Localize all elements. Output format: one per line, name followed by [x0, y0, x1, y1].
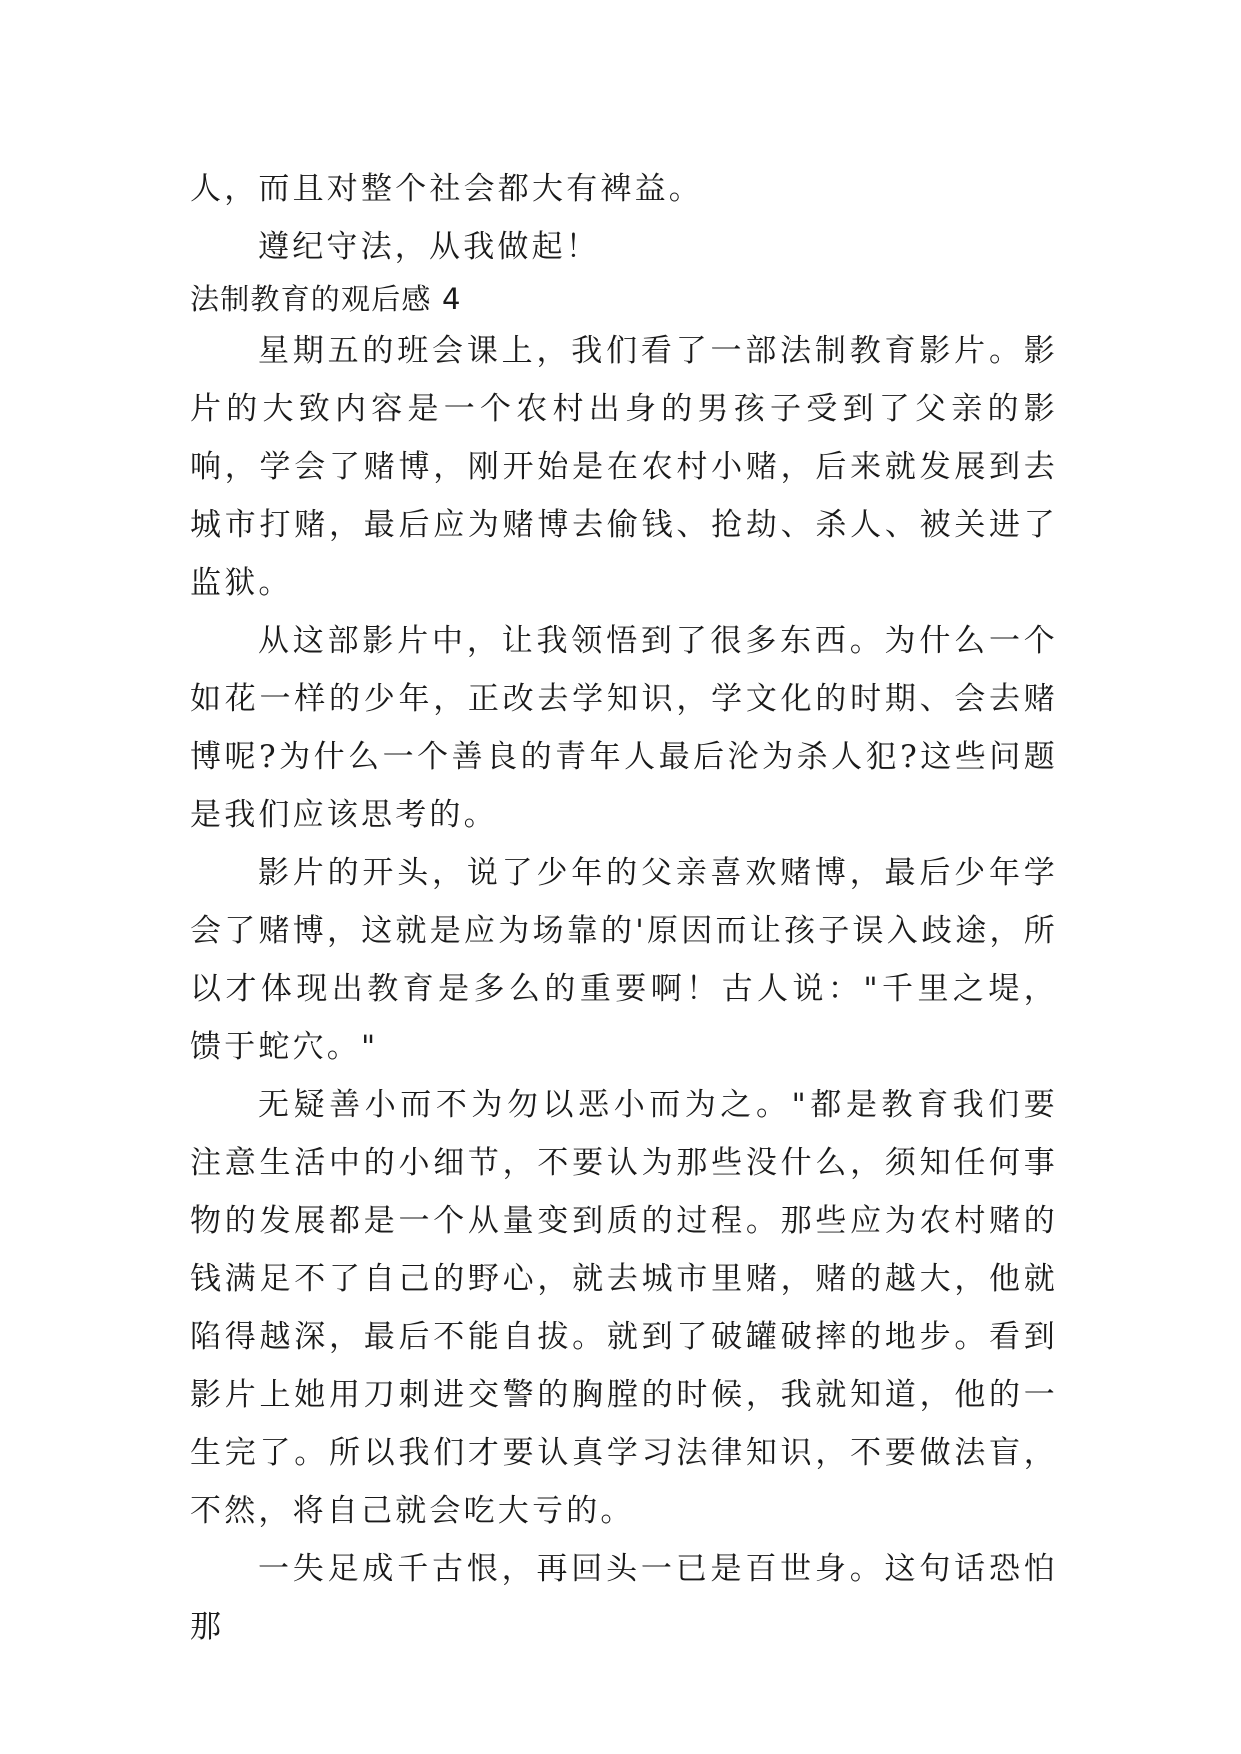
body-paragraph-1: 星期五的班会课上，我们看了一部法制教育影片。影片的大致内容是一个农村出身的男孩子受到了父亲的影响，学会了赌博，刚开始是在农村小赌，后来就发展到去城市打赌，最后应为赌博去偷钱、抢劫、杀人、被关进了监狱。: [190, 333, 1058, 601]
section-heading: 法制教育的观后感 4: [190, 282, 462, 316]
body-paragraph-2: 从这部影片中，让我领悟到了很多东西。为什么一个如花一样的少年，正改去学知识，学文化的时期、会去赌博呢?为什么一个善良的青年人最后沦为杀人犯?这些问题是我们应该思考的。: [190, 623, 1058, 833]
paragraph-continuation: 人，而且对整个社会都大有裨益。: [190, 171, 703, 207]
body-paragraph-4: 无疑善小而不为勿以恶小而为之。"都是教育我们要注意生活中的小细节，不要认为那些没什么，须知任何事物的发展都是一个从量变到质的过程。那些应为农村赌的钱满足不了自己的野心，就去城市里赌，赌的越大，他就陷得越深，最后不能自拔。就到了破罐破摔的地步。看到影片上她用刀刺进交警的胸膛的时候，我就知道，他的一生完了。所以我们才要认真学习法律知识，不要做法盲，不然，将自己就会吃大亏的。: [190, 1087, 1058, 1529]
body-paragraph-5: 一失足成千古恨，再回头一已是百世身。这句话恐怕那: [190, 1551, 1058, 1645]
text-column: [190, 160, 1058, 1656]
body-paragraph-3: 影片的开头，说了少年的父亲喜欢赌博，最后少年学会了赌博，这就是应为场靠的'原因而让孩子误入歧途，所以才体现出教育是多么的重要啊！古人说："千里之堤，馈于蛇穴。": [190, 855, 1058, 1065]
paragraph-slogan: 遵纪守法，从我做起！: [258, 229, 600, 265]
